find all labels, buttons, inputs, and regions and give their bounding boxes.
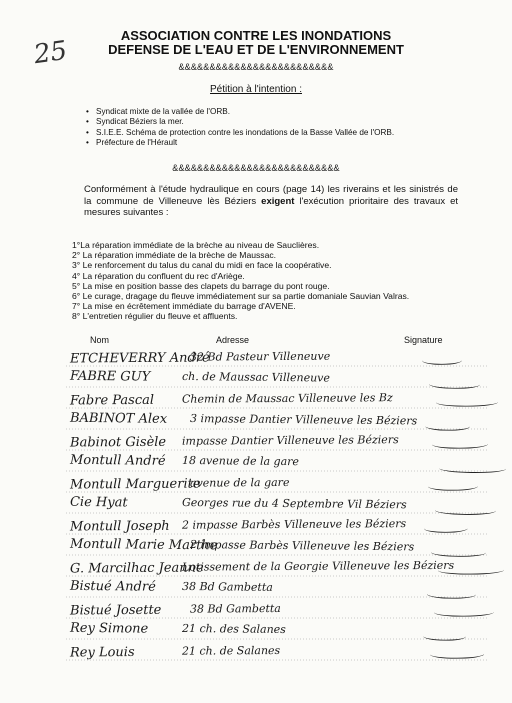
measure-item: 8° L'entretien régulier du fleuve et affluents. [72, 311, 238, 322]
signer-name: BABINOT Alex [69, 410, 168, 427]
signature-scribble [422, 356, 462, 365]
signature-row [70, 433, 490, 454]
signature-scribble [431, 548, 486, 558]
signature-row [70, 391, 490, 412]
signature-row [70, 475, 490, 496]
signature-scribble [423, 631, 466, 640]
signer-name: Fabre Pascal [69, 392, 155, 409]
measure-item: 7° La mise en écrêtement immédiate du barrage d'AVENE. [72, 301, 296, 312]
signature-row [70, 517, 490, 538]
signature-row [70, 349, 490, 370]
separator-ampersands-2: &&&&&&&&&&&&&&&&&&&&&&&&&&& [172, 163, 340, 173]
signer-address: 21 ch. de Salanes [181, 643, 281, 658]
column-header-signature: Signature [404, 335, 443, 345]
signer-name: Montull Marie Marthe [69, 536, 218, 554]
signer-address: 38 Bd Gambetta [181, 579, 273, 594]
petition-heading-text: Pétition à l'intention : [210, 84, 302, 95]
signer-name: Rey Louis [69, 645, 135, 661]
recipient-item: • Syndicat Béziers la mer. [96, 117, 394, 127]
separator-ampersands: &&&&&&&&&&&&&&&&&&&&&&&&& [178, 62, 334, 72]
measures-list [72, 240, 409, 322]
signature-row [70, 643, 490, 664]
signature-scribble [424, 524, 468, 533]
signer-name: Montull André [69, 452, 166, 469]
signer-address: Georges rue du 4 Septembre Vil Béziers [181, 495, 407, 512]
signer-address: 18 avenue de la gare [181, 453, 300, 469]
recipient-item: • Syndicat mixte de la vallée de l'ORB. [96, 107, 394, 117]
recipient-item: • Préfecture de l'Hérault [96, 138, 394, 148]
signer-name: Bistué André [69, 578, 156, 595]
column-header-name: Nom [90, 335, 110, 345]
signer-address: 32 Bd Pasteur Villeneuve [189, 349, 331, 364]
measure-item: 6° Le curage, dragage du fleuve immédiatement sur sa partie domaniale Sauvian Valras. [72, 291, 410, 302]
handwritten-page-number: 25 [32, 35, 70, 71]
signer-address: 2 impasse Barbès Villeneuve les Béziers [189, 538, 415, 554]
signer-name: Bistué Josette [69, 602, 162, 619]
signer-name: G. Marcilhac Jeanne [69, 560, 204, 577]
signer-address: 21 ch. des Salanes [181, 621, 286, 637]
signer-name: Babinot Gisèle [69, 434, 167, 451]
signature-row [70, 559, 490, 580]
signer-address: 38 Bd Gambetta [189, 601, 281, 616]
signature-scribble [429, 380, 480, 390]
intro-paragraph [84, 184, 458, 219]
recipient-list [96, 107, 394, 149]
intro-text-after: l'exécution prioritaire des travaux et mesures suivantes : [84, 195, 458, 218]
signature-scribble [436, 397, 498, 406]
petition-heading [0, 84, 512, 95]
signature-scribble [435, 506, 496, 516]
signer-address: Lotissement de la Georgie Villeneuve les Béziers [181, 558, 455, 574]
signer-address: impasse Dantier Villeneuve les Béziers [181, 433, 399, 448]
measure-item: 2° La réparation immédiate de la brèche de Maussac. [72, 250, 277, 261]
signature-scribble [428, 482, 478, 491]
signer-address: 2 impasse Barbès Villeneuve les Béziers [181, 517, 407, 532]
signer-name: ETCHEVERRY André [69, 350, 210, 367]
measure-item: 1°La réparation immédiate de la brèche au niveau de Sauclières. [72, 240, 320, 250]
measure-item: 5° La mise en position basse des clapets du barrage du pont rouge. [72, 280, 330, 291]
signer-name: Rey Simone [69, 620, 149, 637]
measure-item: 3° Le renforcement du talus du canal du midi en face la coopérative. [72, 260, 332, 271]
signer-address: 3 impasse Dantier Villeneuve les Béziers [189, 412, 418, 428]
column-header-address: Adresse [216, 335, 250, 345]
signature-scribble [427, 590, 476, 600]
signer-name: Cie Hyat [69, 494, 128, 511]
signer-name: Montull Joseph [69, 518, 170, 535]
measure-item: 4° La réparation du confluent du rec d'Ariège. [72, 270, 245, 281]
header-title-defense: DEFENSE DE L'EAU ET DE L'ENVIRONNEMENT [108, 42, 404, 57]
signature-scribble [432, 440, 488, 449]
signer-address: Chemin de Maussac Villeneuve les Bz [181, 391, 393, 406]
recipient-item: • S.I.E.E. Schéma de protection contre les inondations de la Basse Vallée de l'ORB. [96, 128, 394, 138]
header-title-association: ASSOCIATION CONTRE LES INONDATIONS [120, 28, 392, 43]
signer-address: ch. de Maussac Villeneuve [181, 369, 331, 385]
signer-name: FABRE GUY [69, 368, 151, 385]
intro-text-before: Conformément à l'étude hydraulique en cours (page 14) les riverains et les sinistrés de la commune de Villeneuve lès Béziers [84, 184, 458, 207]
signature-scribble [434, 608, 494, 617]
signature-scribble [430, 650, 484, 659]
intro-text-bold: exigent [261, 195, 295, 207]
signature-scribble [425, 422, 470, 431]
signer-name: Montull Marguerite [69, 476, 201, 493]
signature-row [70, 601, 490, 622]
signature-scribble [439, 464, 506, 474]
signer-address: avenue de la gare [189, 475, 290, 490]
